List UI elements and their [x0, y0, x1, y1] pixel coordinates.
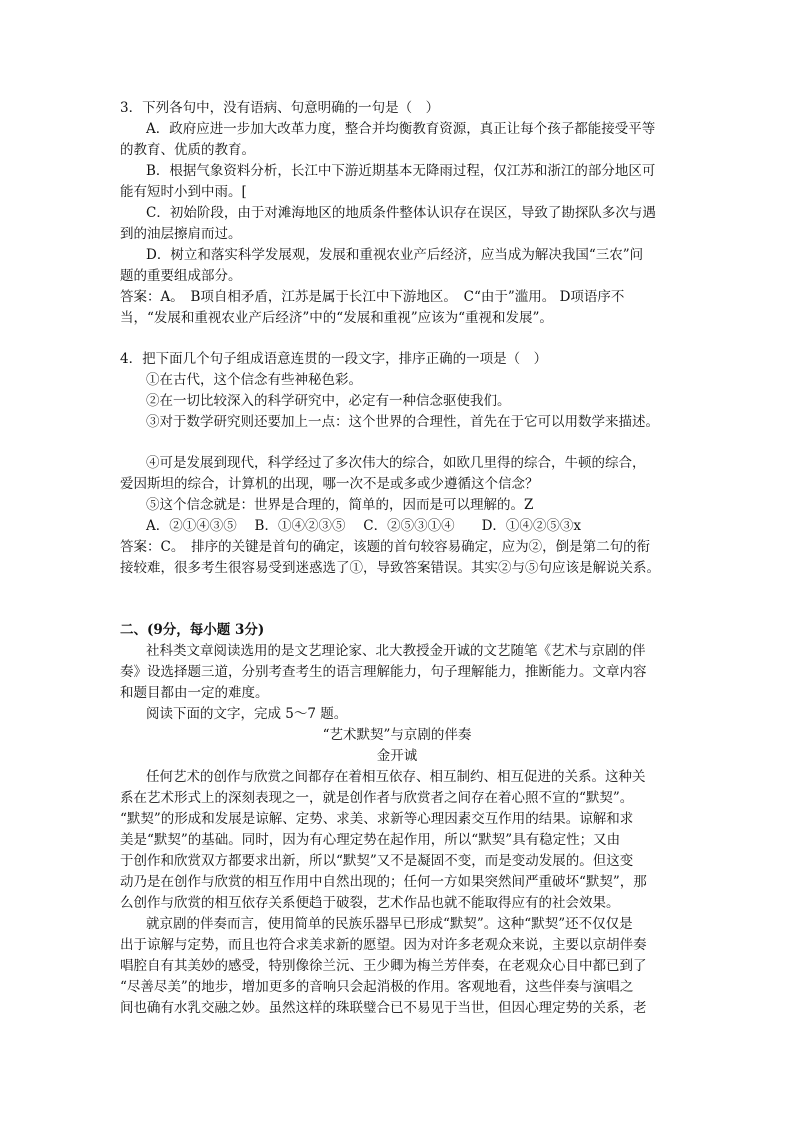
q3-option-d-line2: 题的重要组成部分。	[120, 268, 242, 284]
q3-option-b-line2: 能有短时小到中雨。[	[120, 184, 247, 200]
q3-stem: 3．下列各句中，没有语病、句意明确的一句是（ ）	[120, 100, 440, 116]
q4-sentence-5: ⑤这个信念就是：世界是合理的，简单的，因而是可以理解的。Z	[146, 497, 534, 513]
article-paragraph-1-line: 于创作和欣赏双方都要求出新，所以“默契”又不是凝固不变，而是变动发展的。但这变	[120, 853, 634, 869]
article-paragraph-1-line: 么创作与欣赏的相互依存关系便趋于破裂，艺术作品也就不能取得应有的社会效果。	[120, 895, 620, 911]
article-paragraph-1-line: 动乃是在创作与欣赏的相互作用中自然出现的；任何一方如果突然间严重破坏“默契”，那	[120, 874, 647, 890]
q4-answer-line1: 答案：C。 排序的关键是首句的确定，该题的首句较容易确定，应为②，倒是第二句的衔	[120, 539, 651, 555]
section-intro-line2: 奏》设选择题三道，分别考查考生的语言理解能力，句子理解能力，推断能力。文章内容	[120, 664, 647, 680]
q4-sentence-2: ②在一切比较深入的科学研究中，必定有一种信念驱使我们。	[146, 393, 511, 409]
q4-options: A．②①④③⑤ B．①④②③⑤ C．②⑤③①④ D．①④②⑤③x	[146, 518, 582, 534]
q3-answer-line2: 当，“发展和重视农业产后经济”中的“发展和重视”应该为“重视和发展”。	[120, 310, 553, 326]
article-author: 金开诚	[376, 748, 418, 764]
q3-option-a-line1: A．政府应进一步加大改革力度，整合并均衡教育资源，真正让每个孩子都能接受平等	[146, 121, 656, 137]
section-intro-line1: 社科类文章阅读选用的是文艺理论家、北大教授金开诚的文艺随笔《艺术与京剧的伴	[146, 643, 646, 659]
q3-option-d-line1: D．树立和落实科学发展观，发展和重视农业产后经济，应当成为解决我国“三农”问	[146, 247, 644, 263]
article-title: “艺术默契”与京剧的伴奏	[322, 727, 472, 743]
article-paragraph-2-line: 唱腔自有其美妙的感受，特别像徐兰沅、王少卿为梅兰芳伴奏，在老观众心目中都已到了	[120, 958, 647, 974]
q3-option-c-line1: C．初始阶段，由于对滩海地区的地质条件整体认识存在误区，导致了勘探队多次与遇	[146, 205, 656, 221]
section-intro-line3: 和题目都由一定的难度。	[120, 685, 269, 701]
article-paragraph-1-line: 系在艺术形式上的深刻表现之一，就是创作者与欣赏者之间存在着心照不宣的“默契”。	[120, 790, 634, 806]
q4-sentence-4-line2: 爱因斯坦的综合，计算机的出现，哪一次不是或多或少遵循这个信念？	[120, 476, 539, 492]
q3-option-b-line1: B．根据气象资料分析，长江中下游近期基本无降雨过程，仅江苏和浙江的部分地区可	[146, 163, 656, 179]
q4-sentence-1: ①在古代，这个信念有些神秘色彩。	[146, 372, 362, 388]
article-paragraph-2-line: 就京剧的伴奏而言，使用简单的民族乐器早已形成“默契”。这种“默契”还不仅仅是	[146, 916, 633, 932]
article-paragraph-1-line: 任何艺术的创作与欣赏之间都存在着相互依存、相互制约、相互促进的关系。这种关	[146, 769, 646, 785]
section-heading: 二、(9分，每小题 3分)	[120, 622, 265, 638]
q4-sentence-4-line1: ④可是发展到现代，科学经过了多次伟大的综合，如欧几里得的综合，牛顿的综合，	[146, 455, 646, 471]
q4-stem: 4．把下面几个句子组成语意连贯的一段文字，排序正确的一项是（ ）	[120, 351, 548, 367]
article-paragraph-1-line: 美是“默契”的基础。同时，因为有心理定势在起作用，所以“默契”具有稳定性；又由	[120, 832, 621, 848]
article-paragraph-2-line: “尽善尽美”的地步，增加更多的音响只会起消极的作用。客观地看，这些伴奏与演唱之	[120, 979, 634, 995]
q4-sentence-3: ③对于数学研究则还要加上一点：这个世界的合理性，首先在于它可以用数学来描述。	[146, 414, 659, 430]
article-paragraph-2-line: 间也确有水乳交融之妙。虽然这样的珠联璧合已不易见于当世，但因心理定势的关系，老	[120, 1000, 647, 1016]
article-paragraph-1-line: “默契”的形成和发展是谅解、定势、求美、求新等心理因素交互作用的结果。谅解和求	[120, 811, 634, 827]
q3-option-a-line2: 的教育、优质的教育。	[120, 142, 255, 158]
q3-option-c-line2: 到的油层擦肩而过。	[120, 226, 242, 242]
q3-answer-line1: 答案：A。 B项自相矛盾，江苏是属于长江中下游地区。 C“由于”滥用。 D项语序不	[120, 289, 625, 305]
reading-instruction: 阅读下面的文字，完成 5～7 题。	[146, 706, 348, 722]
q4-answer-line2: 接较难，很多考生很容易受到迷惑选了①，导致答案错误。其实②与⑤句应该是解说关系。	[120, 560, 660, 576]
article-paragraph-2-line: 出于谅解与定势，而且也符合求美求新的愿望。因为对许多老观众来说，主要以京胡伴奏	[120, 937, 647, 953]
